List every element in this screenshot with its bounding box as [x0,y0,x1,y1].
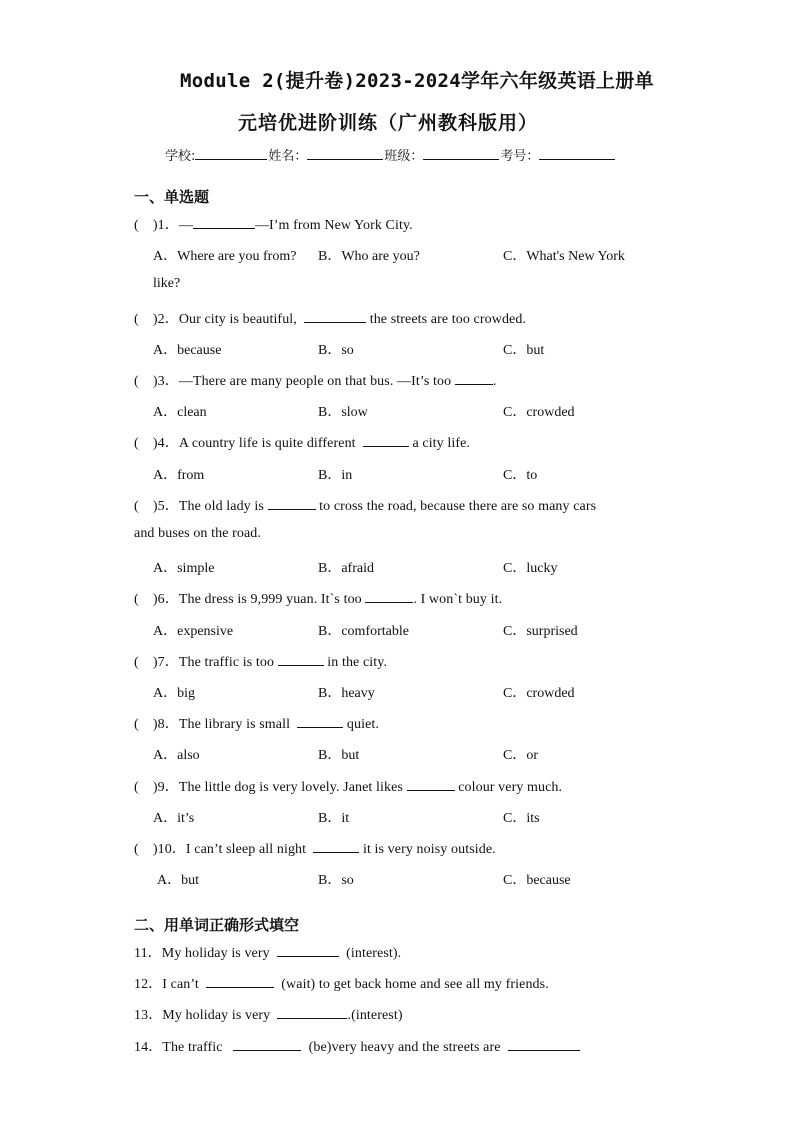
fill-item-12 [134,973,549,993]
question-stem-end: . [492,374,497,389]
item-text: 14．The traffic [134,1040,223,1055]
answer-blank[interactable] [278,651,324,666]
question-stem-end: —I’m from New York City. [254,218,413,233]
question-6 [134,588,502,608]
name-label: 姓名： [268,149,308,164]
option-b[interactable]: B．afraid [318,561,374,576]
option-a[interactable]: A．simple [153,561,215,576]
section-1-title: 一、单选题 [134,188,210,206]
question-4 [134,432,470,452]
answer-blank[interactable] [313,838,359,853]
answer-blank[interactable] [233,1036,301,1051]
option-a[interactable]: A．Where are you from? [153,249,297,264]
number-field[interactable] [539,145,615,160]
question-stem-end: . I won`t buy it. [413,592,503,607]
question-stem: ( )1．— [134,218,193,233]
answer-blank[interactable] [407,776,455,791]
question-8 [134,713,379,733]
option-a[interactable]: A．because [153,343,222,358]
option-c[interactable]: C．to [503,468,538,483]
question-stem: ( )6．The dress is 9,999 yuan. It`s too [134,592,362,607]
answer-blank[interactable] [304,308,366,323]
question-stem: ( )5．The old lady is [134,499,264,514]
option-b[interactable]: B．but [318,748,360,763]
answer-blank[interactable] [206,973,274,988]
answer-blank[interactable] [297,713,343,728]
question-9 [134,776,562,796]
option-c[interactable]: C．surprised [503,624,578,639]
option-c[interactable]: C．or [503,748,538,763]
question-stem-end: it is very noisy outside. [362,842,496,857]
answer-blank[interactable] [365,588,413,603]
title-line-2: 元培优进阶训练（广州教科版用） [238,112,539,134]
option-c[interactable]: C．What's New York [503,249,625,264]
question-stem: ( )4．A country life is quite different [134,436,356,451]
question-stem: ( )7．The traffic is too [134,655,275,670]
option-b[interactable]: B．comfortable [318,624,409,639]
option-b[interactable]: B．in [318,468,353,483]
option-c[interactable]: C．because [503,873,571,888]
section-2-title: 二、用单词正确形式填空 [134,916,300,934]
question-2 [134,308,526,328]
option-c[interactable]: C．crowded [503,686,575,701]
option-a[interactable]: A．clean [153,405,207,420]
option-c[interactable]: C．but [503,343,545,358]
fill-item-11 [134,942,401,962]
answer-blank[interactable] [268,495,316,510]
question-stem-end: quiet. [346,717,379,732]
option-a[interactable]: A．expensive [153,624,234,639]
answer-blank[interactable] [363,432,409,447]
answer-blank[interactable] [193,214,255,229]
question-3 [134,370,496,390]
answer-blank[interactable] [455,370,493,385]
question-stem: ( )8．The library is small [134,717,291,732]
question-stem-end: a city life. [412,436,471,451]
question-7 [134,651,387,671]
item-text-end: (interest). [346,946,402,961]
item-text-end: .(interest) [347,1008,403,1023]
question-5 [134,495,596,515]
answer-blank[interactable] [277,1004,347,1019]
item-text: 12．I can’t [134,977,199,992]
school-field[interactable] [195,145,267,160]
name-field[interactable] [307,145,383,160]
option-a[interactable]: A．also [153,748,200,763]
option-c-continued: like? [153,276,181,291]
option-a[interactable]: A．from [153,468,205,483]
class-label: 班级： [384,149,424,164]
class-field[interactable] [423,145,499,160]
option-c[interactable]: C．its [503,811,540,826]
option-b[interactable]: B．slow [318,405,368,420]
option-b[interactable]: B．Who are you? [318,249,420,264]
question-stem-end: in the city. [327,655,388,670]
option-c[interactable]: C．lucky [503,561,558,576]
fill-item-14 [134,1036,580,1056]
option-a[interactable]: A．big [153,686,195,701]
student-info-line [165,145,616,164]
question-stem: ( )2．Our city is beautiful, [134,312,297,327]
question-stem: ( )10．I can’t sleep all night [134,842,307,857]
option-a[interactable]: A．but [157,873,199,888]
school-label: 学校: [165,149,196,164]
question-stem: ( )3．—There are many people on that bus. —It’s too [134,374,452,389]
number-label: 考号： [500,149,540,164]
question-stem-end: the streets are too crowded. [369,312,527,327]
option-b[interactable]: B．so [318,343,354,358]
question-stem: ( )9．The little dog is very lovely. Janet likes [134,780,403,795]
item-text-end: (be)very heavy and the streets are [308,1040,501,1055]
question-5-continued: and buses on the road. [134,526,262,541]
fill-item-13 [134,1004,403,1024]
question-10 [134,838,496,858]
option-a[interactable]: A．it’s [153,811,195,826]
item-text: 11．My holiday is very [134,946,270,961]
item-text-end: (wait) to get back home and see all my friends. [281,977,549,992]
option-b[interactable]: B．it [318,811,350,826]
option-c[interactable]: C．crowded [503,405,575,420]
question-stem-end: colour very much. [458,780,563,795]
title-line-1: Module 2(提升卷)2023-2024学年六年级英语上册单 [180,70,654,92]
option-b[interactable]: B．heavy [318,686,375,701]
answer-blank[interactable] [508,1036,580,1051]
item-text: 13．My holiday is very [134,1008,271,1023]
question-1 [134,214,413,234]
option-b[interactable]: B．so [318,873,354,888]
question-stem-end: to cross the road, because there are so many cars [319,499,597,514]
answer-blank[interactable] [277,942,339,957]
